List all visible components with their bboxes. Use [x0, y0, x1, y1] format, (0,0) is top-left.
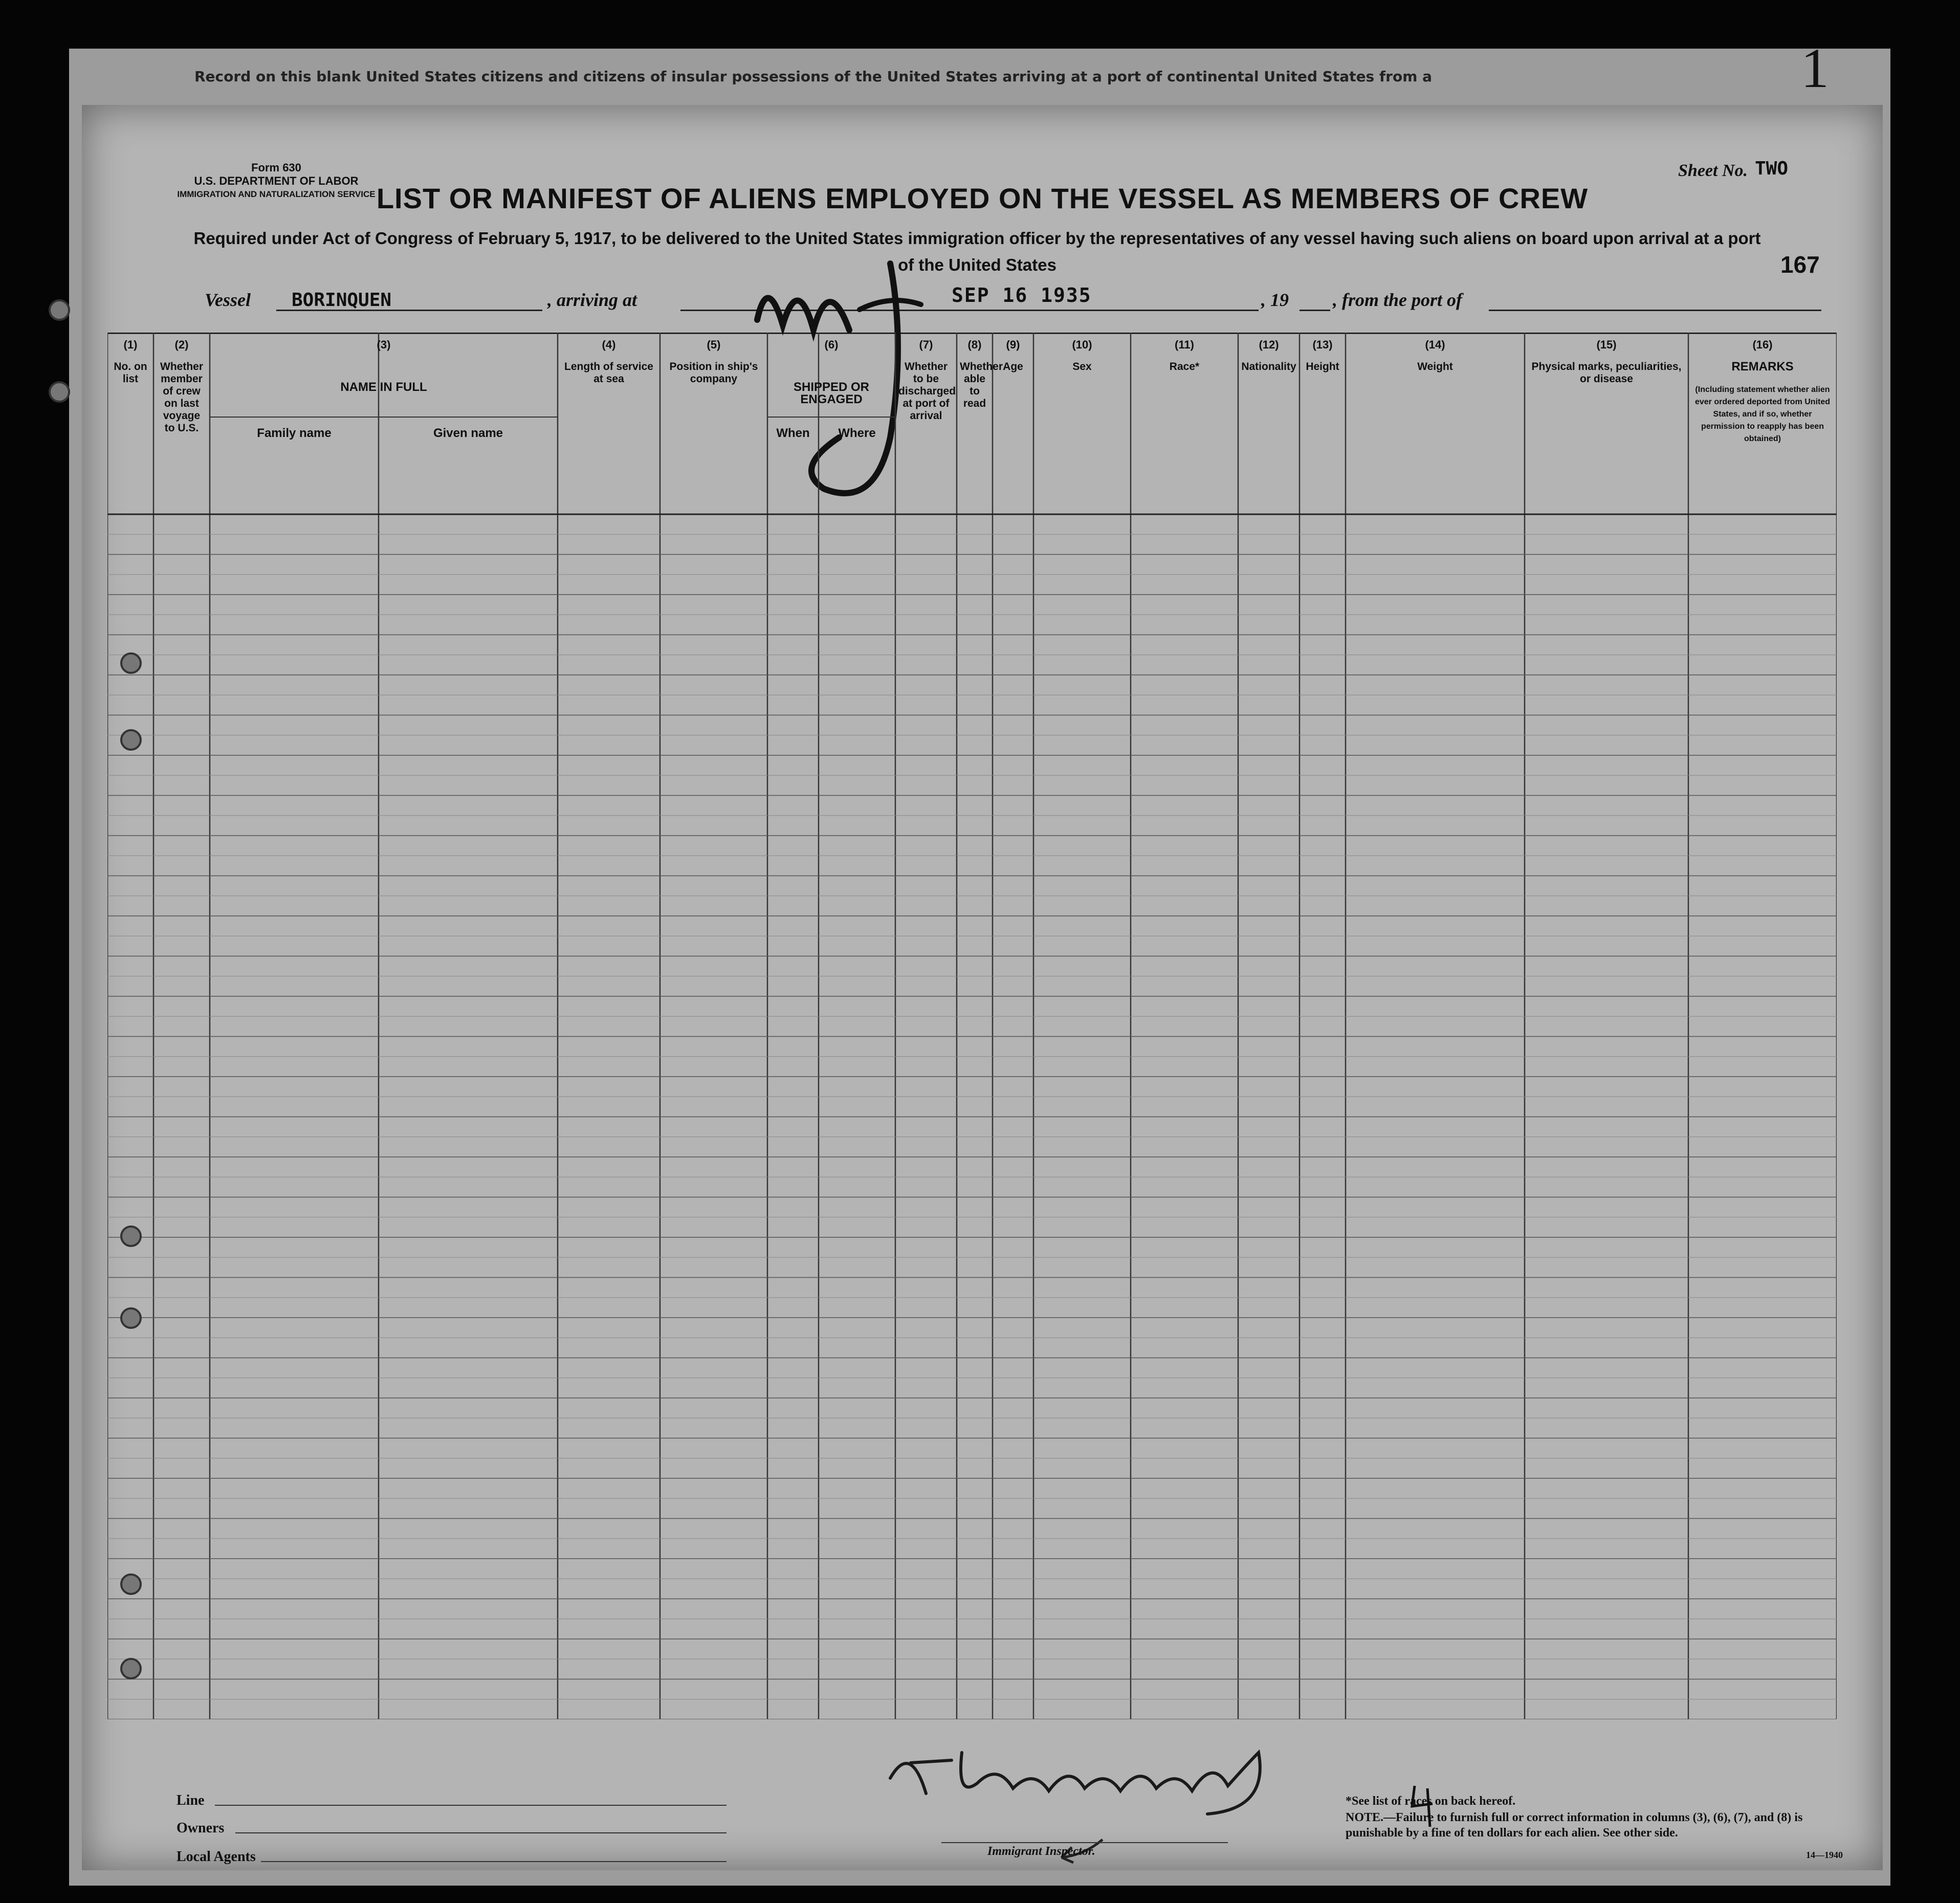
column-number: (15): [1596, 338, 1617, 351]
binder-hole: [120, 1658, 142, 1679]
from-port-field: [1489, 289, 1821, 311]
column-number: (16): [1752, 338, 1773, 351]
races-note: *See list of races on back hereof.: [1346, 1795, 1516, 1808]
binder-hole: [120, 1573, 142, 1595]
department-name: U.S. DEPARTMENT OF LABOR: [194, 174, 359, 187]
binder-hole: [120, 1226, 142, 1247]
column-subheader: When: [776, 426, 810, 440]
print-code: 14—1940: [1806, 1850, 1843, 1860]
service-name: IMMIGRATION AND NATURALIZATION SERVICE: [177, 189, 376, 199]
inspector-signature-line: [941, 1842, 1228, 1843]
column-number: (1): [123, 338, 138, 351]
vessel-name-field: [276, 289, 542, 311]
column-subheader: Family name: [257, 426, 332, 440]
sheet-number-value: TWO: [1755, 158, 1789, 179]
binder-hole: [49, 381, 70, 403]
column-number: (3): [377, 338, 391, 351]
underlying-header-text: Record on this blank United States citizens and citizens of insular possessions of the United States arriving at a port of continental United States from a: [194, 68, 1433, 85]
column-number: (9): [1006, 338, 1020, 351]
column-header: NAME IN FULL: [340, 380, 427, 394]
column-header: SHIPPED OR ENGAGED: [793, 380, 870, 406]
manifest-grid: [107, 333, 1837, 1719]
binder-hole: [49, 299, 70, 321]
column-header: Race*: [1169, 361, 1200, 373]
line-label: Line: [177, 1792, 205, 1808]
column-header: Whether to be discharged at port of arrival: [898, 361, 956, 422]
arriving-label: , arriving at: [547, 290, 637, 310]
column-number: (12): [1259, 338, 1279, 351]
column-header: Height: [1306, 361, 1339, 373]
local-agents-label: Local Agents: [177, 1849, 256, 1865]
year-field: [1300, 289, 1330, 311]
line-field: [215, 1805, 726, 1806]
underlying-page-mark: 1: [1801, 37, 1829, 99]
column-number: (10): [1072, 338, 1092, 351]
column-header: Weight: [1417, 361, 1453, 373]
column-header: Sex: [1072, 361, 1092, 373]
inspector-signature: [880, 1732, 1320, 1819]
owners-label: Owners: [177, 1820, 225, 1836]
penalty-note: NOTE.—Failure to furnish full or correct information in columns (3), (6), (7), and (8) is punishable by a fine of ten dollars for each alien. See other side.: [1346, 1811, 1803, 1840]
column-subheader: (Including statement whether alien ever ordered deported from United States, and if so, whether permission to reapply has been obtained): [1694, 385, 1831, 443]
column-number: (2): [174, 338, 189, 351]
column-subheader: Given name: [433, 426, 503, 440]
binder-hole: [120, 1307, 142, 1329]
binder-hole: [120, 652, 142, 674]
column-number: (14): [1425, 338, 1445, 351]
column-number: (13): [1312, 338, 1333, 351]
column-header: Physical marks, peculiarities, or disease: [1531, 361, 1682, 385]
column-header: Nationality: [1241, 361, 1296, 373]
manifest-title: LIST OR MANIFEST OF ALIENS EMPLOYED ON THE VESSEL AS MEMBERS OF CREW: [376, 182, 1589, 214]
stamp-number: 167: [1780, 251, 1820, 278]
column-header: Whether member of crew on last voyage to U.S.: [160, 361, 203, 434]
from-port-label: , from the port of: [1333, 290, 1463, 310]
column-number: (7): [919, 338, 933, 351]
column-number: (11): [1175, 338, 1194, 351]
arrival-date-stamp: SEP 16 1935: [952, 284, 1092, 307]
sheet-number-label: Sheet No.: [1678, 161, 1748, 180]
local-agents-field: [261, 1861, 726, 1862]
column-subheader: Where: [838, 426, 876, 440]
column-header: Length of service at sea: [564, 361, 653, 385]
column-number: (6): [824, 338, 839, 351]
manifest-sheet: [82, 105, 1883, 1870]
vessel-name: BORINQUEN: [292, 290, 392, 311]
column-number: (4): [602, 338, 616, 351]
column-header: Position in ship's company: [669, 361, 758, 385]
inspector-label: Immigrant Inspector.: [987, 1845, 1095, 1858]
owners-field: [235, 1832, 726, 1833]
column-header: REMARKS: [1731, 360, 1794, 374]
column-number: (8): [967, 338, 982, 351]
column-number: (5): [707, 338, 721, 351]
column-header: Age: [1003, 361, 1023, 373]
manifest-subtitle: Required under Act of Congress of February 5, 1917, to be delivered to the United States immigration officer by the representatives of any vessel having such aliens on board upon arrival at a port of the United States: [193, 229, 1761, 274]
column-header: No. on list: [114, 361, 147, 385]
vessel-label: Vessel: [205, 290, 251, 310]
year-label: , 19: [1261, 290, 1289, 310]
binder-hole: [120, 729, 142, 751]
form-number: Form 630: [251, 161, 301, 174]
column-header: Whether able to read: [960, 361, 1003, 409]
